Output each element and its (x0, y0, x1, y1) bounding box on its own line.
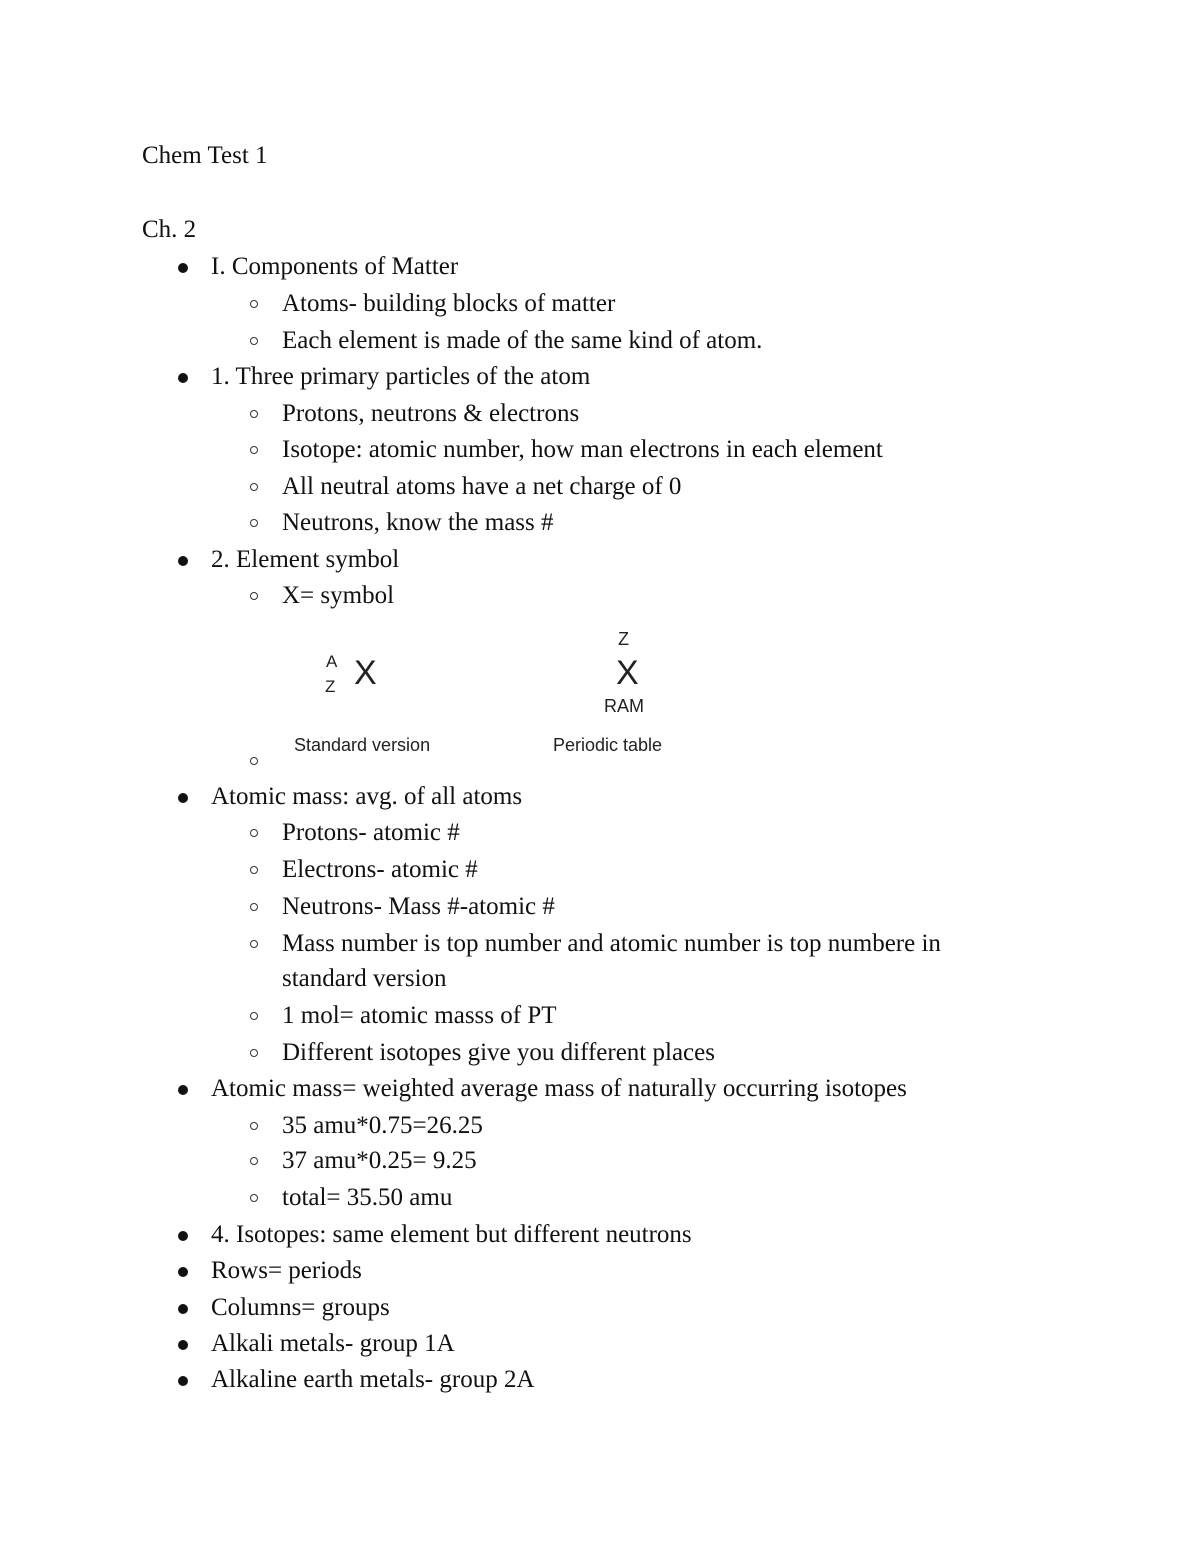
list-item: Alkaline earth metals- group 2A (211, 1366, 535, 1393)
list-item: 37 amu*0.25= 9.25 (282, 1147, 477, 1174)
hollow-bullet-icon (250, 337, 258, 345)
bullet-icon (178, 263, 188, 273)
hollow-bullet-icon (250, 829, 258, 837)
list-item: Rows= periods (211, 1257, 362, 1284)
bullet-icon (178, 1267, 188, 1277)
ram-label: RAM (604, 696, 644, 716)
hollow-bullet-icon (250, 410, 258, 418)
bullet-icon (178, 1085, 188, 1095)
bullet-icon (178, 1231, 188, 1241)
bullet-icon (178, 373, 188, 383)
list-item: Atoms- building blocks of matter (282, 290, 616, 317)
standard-version-caption: Standard version (294, 735, 431, 755)
list-item: Atomic mass: avg. of all atoms (211, 783, 523, 810)
hollow-bullet-icon (250, 1012, 258, 1020)
hollow-bullet-icon (250, 757, 258, 765)
list-item: Protons- atomic # (282, 819, 460, 846)
bullet-icon (178, 1340, 188, 1350)
list-item: total= 35.50 amu (282, 1184, 453, 1211)
list-item: X= symbol (282, 582, 395, 609)
list-item: Each element is made of the same kind of atom. (282, 327, 763, 354)
list-item: 35 amu*0.75=26.25 (282, 1112, 483, 1139)
hollow-bullet-icon (250, 1157, 258, 1165)
list-item: 1 mol= atomic masss of PT (282, 1002, 557, 1029)
list-item: Alkali metals- group 1A (211, 1330, 455, 1357)
list-item: 2. Element symbol (211, 546, 400, 573)
hollow-bullet-icon (250, 300, 258, 308)
hollow-bullet-icon (250, 940, 258, 948)
list-item: Isotope: atomic number, how man electrons in each element (282, 436, 883, 463)
list-item: I. Components of Matter (211, 253, 459, 280)
list-item-continuation: standard version (282, 965, 447, 992)
list-item: Atomic mass= weighted average mass of naturally occurring isotopes (211, 1075, 907, 1102)
list-item: 1. Three primary particles of the atom (211, 363, 591, 390)
hollow-bullet-icon (250, 592, 258, 600)
bullet-icon (178, 1304, 188, 1314)
list-item: Different isotopes give you different places (282, 1039, 715, 1066)
hollow-bullet-icon (250, 1122, 258, 1130)
hollow-bullet-icon (250, 1049, 258, 1057)
atomic-number-label: Z (618, 629, 629, 649)
hollow-bullet-icon (250, 866, 258, 874)
list-item: Mass number is top number and atomic number is top numbere in (282, 930, 941, 957)
list-item: Neutrons, know the mass # (282, 509, 554, 536)
list-item: 4. Isotopes: same element but different neutrons (211, 1221, 692, 1248)
list-item: All neutral atoms have a net charge of 0 (282, 473, 682, 500)
hollow-bullet-icon (250, 1194, 258, 1202)
bullet-icon (178, 793, 188, 803)
list-item: Electrons- atomic # (282, 856, 478, 883)
page-title: Chem Test 1 (142, 142, 268, 169)
hollow-bullet-icon (250, 483, 258, 491)
hollow-bullet-icon (250, 446, 258, 454)
list-item: Columns= groups (211, 1294, 390, 1321)
list-item: Neutrons- Mass #-atomic # (282, 893, 555, 920)
mass-number-label: A (326, 652, 338, 671)
chapter-heading: Ch. 2 (142, 216, 197, 243)
periodic-table-caption: Periodic table (553, 735, 663, 755)
hollow-bullet-icon (250, 519, 258, 527)
bullet-icon (178, 556, 188, 566)
element-symbol: X (616, 654, 639, 692)
list-item: Protons, neutrons & electrons (282, 400, 580, 427)
atomic-number-label: Z (325, 677, 336, 696)
bullet-icon (178, 1376, 188, 1386)
element-symbol: X (354, 654, 377, 692)
hollow-bullet-icon (250, 903, 258, 911)
